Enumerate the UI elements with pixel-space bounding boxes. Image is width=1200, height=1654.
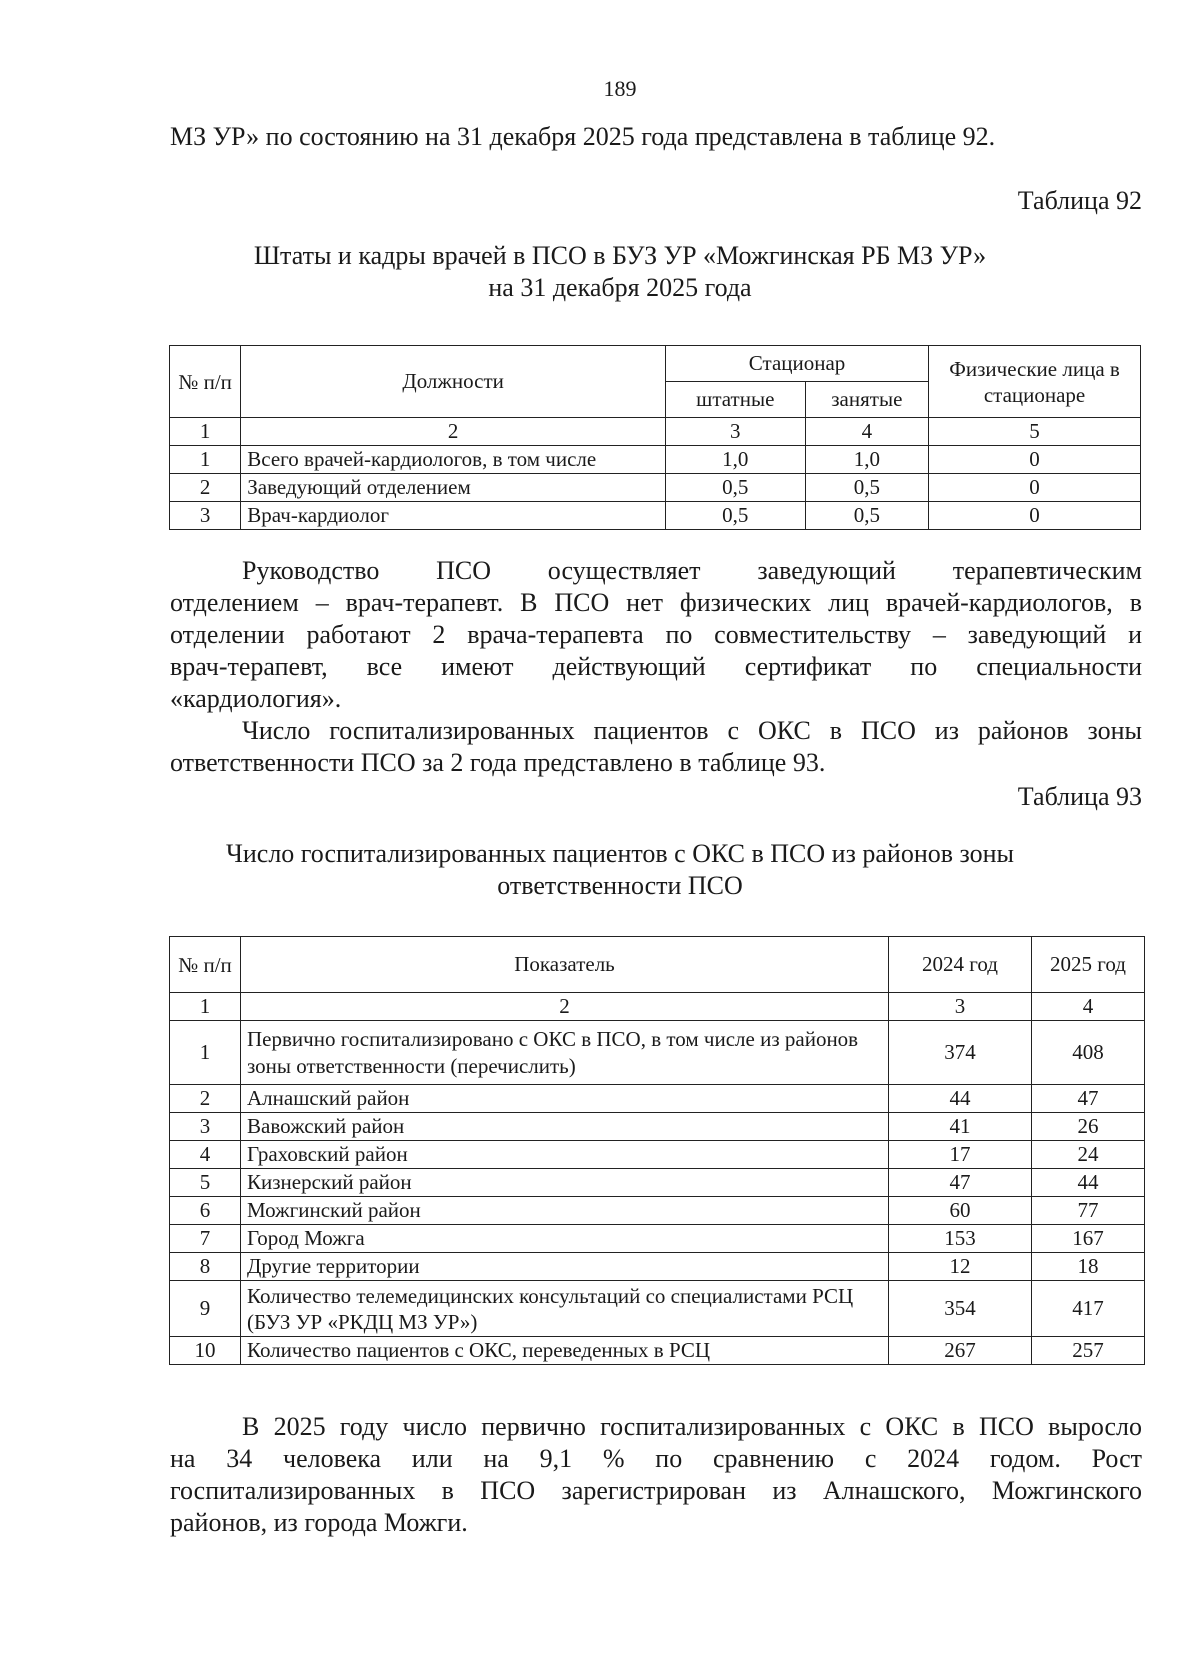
page-number: 189: [603, 76, 637, 101]
t93-header-2024: 2024 год: [889, 937, 1032, 993]
row-position: Всего врачей-кардиологов, в том числе: [241, 446, 666, 474]
t92-header-occupied: занятые: [805, 382, 929, 418]
table-row: [170, 1169, 1145, 1197]
row-indicator: Другие территории: [241, 1253, 889, 1281]
row-number: 2: [170, 474, 241, 502]
table93-label: Таблица 93: [1017, 782, 1142, 811]
t92-header-persons: Физические лица в стационаре: [929, 346, 1141, 418]
table92-label: Таблица 92: [1017, 186, 1142, 215]
table-row: [170, 502, 1141, 530]
para3-line2: на 34 человека или на 9,1 % по сравнению с 2024 годом. Рост: [170, 1444, 1142, 1473]
t93-colnum: 1: [170, 993, 241, 1021]
row-2024: 267: [889, 1337, 1032, 1365]
row-number: 10: [170, 1337, 241, 1365]
row-persons: 0: [929, 502, 1141, 530]
para3-line4: районов, из города Можги.: [170, 1508, 468, 1537]
row-number: 1: [170, 1021, 241, 1085]
t93-colnum: 4: [1032, 993, 1145, 1021]
row-2025: 26: [1032, 1113, 1145, 1141]
row-indicator: Алнашский район: [241, 1085, 889, 1113]
para2-line2: ответственности ПСО за 2 года представлено в таблице 93.: [170, 748, 826, 777]
intro-line: МЗ УР» по состоянию на 31 декабря 2025 года представлена в таблице 92.: [170, 122, 996, 151]
row-persons: 0: [929, 474, 1141, 502]
table-row: [170, 1113, 1145, 1141]
row-2025: 24: [1032, 1141, 1145, 1169]
row-number: 1: [170, 446, 241, 474]
table-row: [170, 1337, 1145, 1365]
row-2025: 417: [1032, 1281, 1145, 1337]
t92-colnum: 1: [170, 418, 241, 446]
row-2025: 18: [1032, 1253, 1145, 1281]
row-number: 3: [170, 1113, 241, 1141]
row-2025: 77: [1032, 1197, 1145, 1225]
para1-line5: «кардиология».: [170, 684, 342, 713]
row-indicator: Количество пациентов с ОКС, переведенных в РСЦ: [241, 1337, 889, 1365]
t93-colnum: 3: [889, 993, 1032, 1021]
row-2025: 44: [1032, 1169, 1145, 1197]
para3-line3: госпитализированных в ПСО зарегистрирован из Алнашского, Можгинского: [170, 1476, 1142, 1505]
row-number: 6: [170, 1197, 241, 1225]
row-indicator: Первично госпитализировано с ОКС в ПСО, в том числе из районов зоны ответственности (перечислить): [241, 1021, 889, 1085]
row-number: 2: [170, 1085, 241, 1113]
para1-line4: врач-терапевт, все имеют действующий сертификат по специальности: [170, 652, 1142, 681]
row-occupied: 1,0: [805, 446, 929, 474]
t92-colnum: 4: [805, 418, 929, 446]
table-row: [170, 1021, 1145, 1085]
row-2024: 17: [889, 1141, 1032, 1169]
row-number: 4: [170, 1141, 241, 1169]
t92-header-hospital: Стационар: [666, 346, 929, 382]
table92-title-line1: Штаты и кадры врачей в ПСО в БУЗ УР «Можгинская РБ МЗ УР»: [253, 241, 987, 270]
t92-colnum: 3: [666, 418, 806, 446]
row-indicator: Вавожский район: [241, 1113, 889, 1141]
para1-line2: отделением – врач-терапевт. В ПСО нет физических лиц врачей-кардиологов, в: [170, 588, 1142, 617]
t93-colnum: 2: [241, 993, 889, 1021]
row-indicator: Кизнерский район: [241, 1169, 889, 1197]
table92-title-line2: на 31 декабря 2025 года: [488, 273, 752, 302]
para2-line1: Число госпитализированных пациентов с ОКС в ПСО из районов зоны: [242, 716, 1142, 745]
t92-colnum: 2: [241, 418, 666, 446]
para1-line1: Руководство ПСО осуществляет заведующий терапевтическим: [242, 556, 1142, 585]
row-number: 7: [170, 1225, 241, 1253]
row-staff: 0,5: [666, 502, 806, 530]
table93-title: [0, 838, 1200, 902]
table93-title-line1: Число госпитализированных пациентов с ОКС в ПСО из районов зоны: [225, 839, 1015, 868]
row-2024: 41: [889, 1113, 1032, 1141]
t92-header-position: Должности: [241, 346, 666, 418]
t93-header-2025: 2025 год: [1032, 937, 1145, 993]
row-2024: 374: [889, 1021, 1032, 1085]
row-persons: 0: [929, 446, 1141, 474]
t93-header-indicator: Показатель: [241, 937, 889, 993]
table-row: [170, 1225, 1145, 1253]
table-row: [170, 446, 1141, 474]
para1-line3: отделении работают 2 врача-терапевта по совместительству – заведующий и: [170, 620, 1142, 649]
t92-colnum: 5: [929, 418, 1141, 446]
t93-header-num: № п/п: [170, 937, 241, 993]
table-row: [170, 1253, 1145, 1281]
row-staff: 0,5: [666, 474, 806, 502]
table92-title: [0, 240, 1200, 304]
row-2024: 12: [889, 1253, 1032, 1281]
table-row: [170, 1141, 1145, 1169]
row-number: 8: [170, 1253, 241, 1281]
row-2025: 257: [1032, 1337, 1145, 1365]
para3-line1: В 2025 году число первично госпитализированных с ОКС в ПСО выросло: [242, 1412, 1142, 1441]
table93: [169, 936, 1145, 1365]
table-row: [170, 1085, 1145, 1113]
table-row: [170, 1197, 1145, 1225]
row-2024: 44: [889, 1085, 1032, 1113]
row-occupied: 0,5: [805, 502, 929, 530]
row-2024: 153: [889, 1225, 1032, 1253]
row-position: Врач-кардиолог: [241, 502, 666, 530]
table92: [169, 345, 1141, 530]
row-2025: 47: [1032, 1085, 1145, 1113]
row-occupied: 0,5: [805, 474, 929, 502]
table93-title-line2: ответственности ПСО: [497, 871, 743, 900]
row-number: 5: [170, 1169, 241, 1197]
table-row: [170, 474, 1141, 502]
t92-header-staff: штатные: [666, 382, 806, 418]
row-number: 9: [170, 1281, 241, 1337]
table-row: [170, 1281, 1145, 1337]
row-indicator: Количество телемедицинских консультаций со специалистами РСЦ (БУЗ УР «РКДЦ МЗ УР»): [241, 1281, 889, 1337]
row-2024: 60: [889, 1197, 1032, 1225]
row-indicator: Граховский район: [241, 1141, 889, 1169]
row-2024: 354: [889, 1281, 1032, 1337]
row-indicator: Можгинский район: [241, 1197, 889, 1225]
row-2025: 167: [1032, 1225, 1145, 1253]
row-staff: 1,0: [666, 446, 806, 474]
row-number: 3: [170, 502, 241, 530]
row-position: Заведующий отделением: [241, 474, 666, 502]
row-2024: 47: [889, 1169, 1032, 1197]
row-2025: 408: [1032, 1021, 1145, 1085]
row-indicator: Город Можга: [241, 1225, 889, 1253]
t92-header-num: № п/п: [170, 346, 241, 418]
